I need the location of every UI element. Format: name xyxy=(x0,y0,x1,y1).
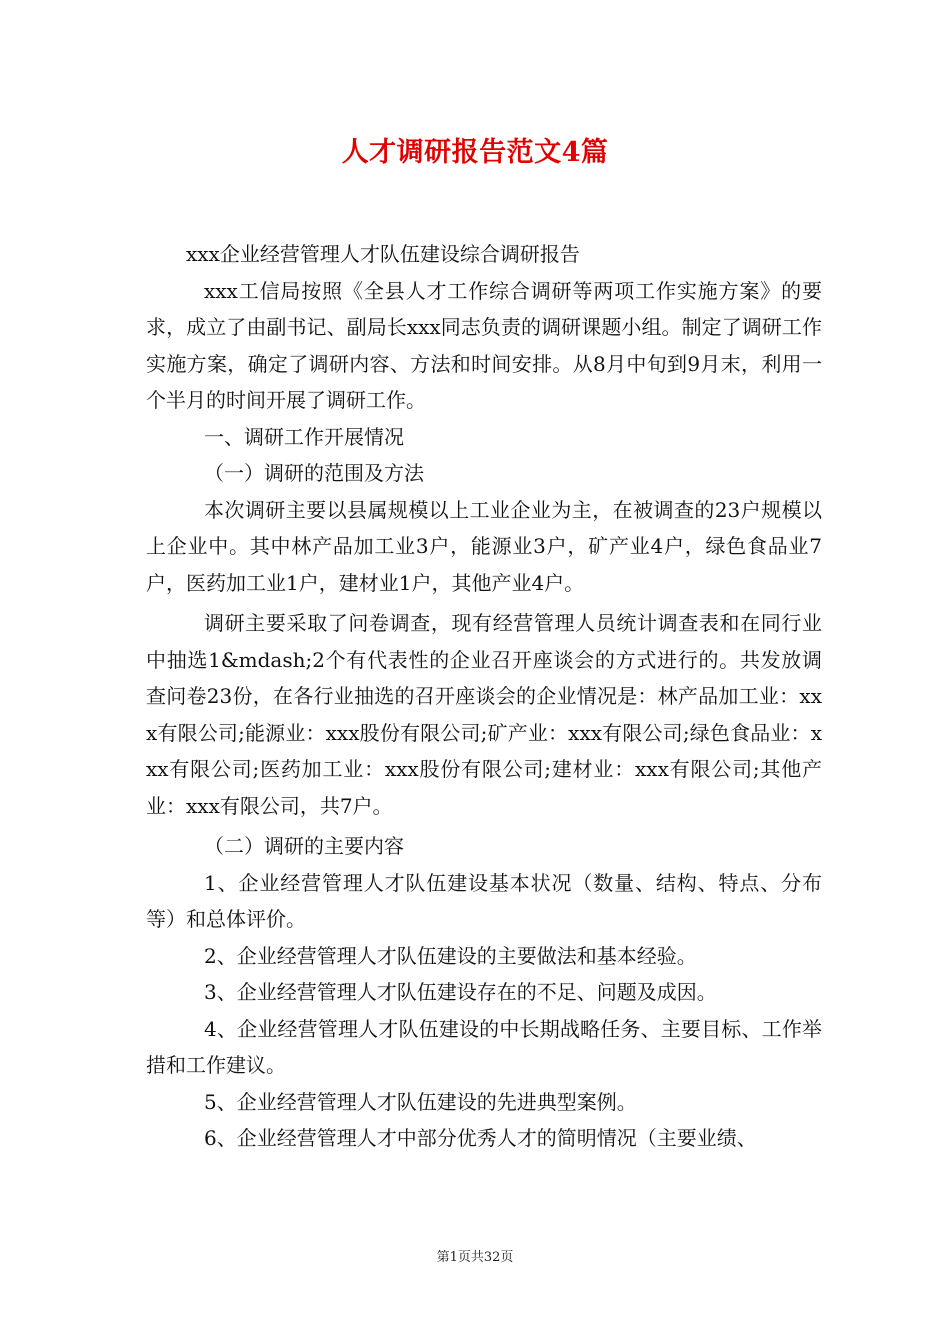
content-item-3: 3、企业经营管理人才队伍建设存在的不足、问题及成因。 xyxy=(204,980,717,1004)
content-item-1: 1、企业经营管理人才队伍建设基本状况（数量、结构、特点、分布等）和总体评价。 xyxy=(146,870,822,931)
content-item-2: 2、企业经营管理人才队伍建设的主要做法和基本经验。 xyxy=(204,943,697,968)
content-item-5: 5、企业经营管理人才队伍建设的先进典型案例。 xyxy=(204,1089,637,1114)
intro-paragraph: xxx工信局按照《全县人才工作综合调研等两项工作实施方案》的要求，成立了由副书记、副局长xxx同志负责的调研课题小组。制定了调研工作实施方案，确定了调研内容、方法和时间安排。从8月中旬到9月末，利用一个半月的时间开展了调研工作。 xyxy=(146,278,822,412)
content-item-4: 4、企业经营管理人才队伍建设的中长期战略任务、主要目标、工作举措和工作建议。 xyxy=(146,1016,822,1077)
scope-paragraph: 本次调研主要以县属规模以上工业企业为主，在被调查的23户规模以上企业中。其中林产品加工业3户，能源业3户，矿产业4户，绿色食品业7户，医药加工业1户，建材业1户，其他产业4户。 xyxy=(146,497,822,595)
subsection-heading-1: （一）调研的范围及方法 xyxy=(204,461,424,485)
content-item-6: 6、企业经营管理人才中部分优秀人才的简明情况（主要业绩、 xyxy=(204,1126,757,1150)
subsection-heading-2: （二）调研的主要内容 xyxy=(204,834,404,858)
section-heading-1: 一、调研工作开展情况 xyxy=(204,424,404,449)
report-heading: xxx企业经营管理人才队伍建设综合调研报告 xyxy=(186,242,580,266)
page-title: 人才调研报告范文4篇 xyxy=(341,137,609,168)
method-paragraph: 调研主要采取了问卷调查，现有经营管理人员统计调查表和在同行业中抽选1&mdash;2个有代表性的企业召开座谈会的方式进行的。共发放调查问卷23份，在各行业抽选的召开座谈会的企业情况是：林产品加工业：xxx有限公司;能源业：xxx股份有限公司;矿产业：xxx有限公司;绿色食品业：xxx有限公司;医药加工业：xxx股份有限公司;建材业：xxx有限公司;其他产业：xxx有限公司，共7户。 xyxy=(146,611,822,818)
page-number: 第1页共32页 xyxy=(436,1250,514,1265)
document-body xyxy=(146,236,822,1157)
